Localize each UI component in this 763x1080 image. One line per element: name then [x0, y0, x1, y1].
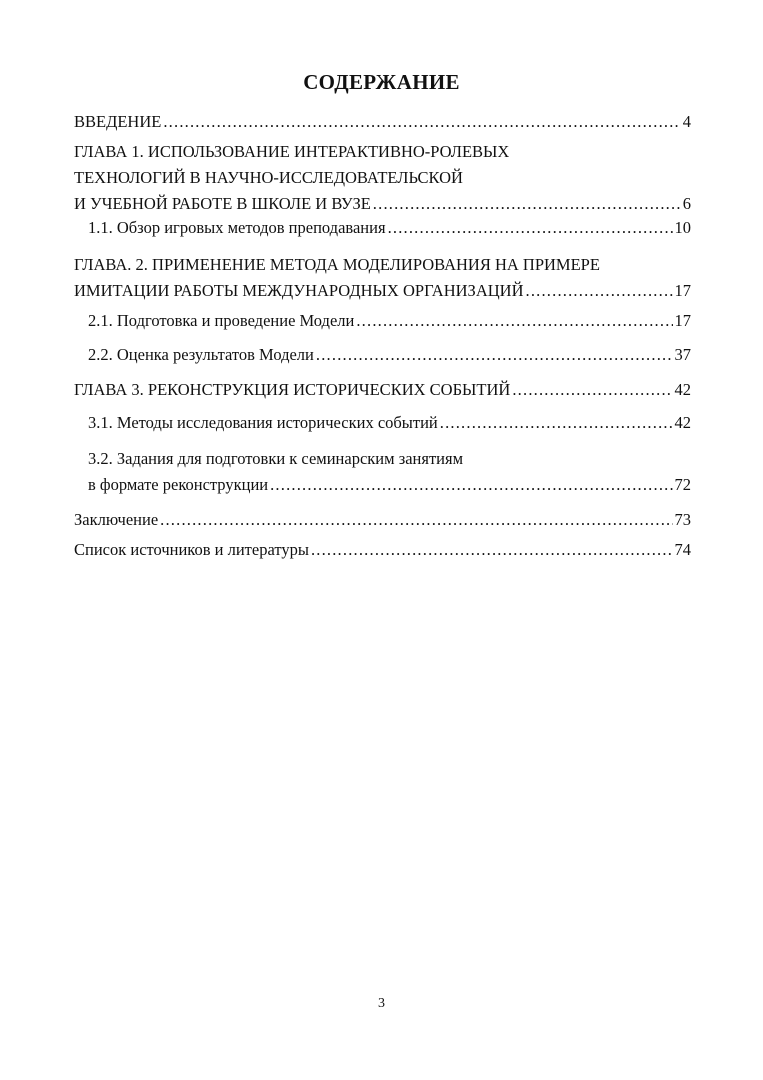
toc-page-number: 42: [674, 380, 691, 399]
dot-leader: [388, 215, 673, 241]
toc-entry-text-line: ТЕХНОЛОГИЙ В НАУЧНО-ИССЛЕДОВАТЕЛЬСКОЙ: [74, 168, 463, 187]
toc-entry-text: ГЛАВА 3. РЕКОНСТРУКЦИЯ ИСТОРИЧЕСКИХ СОБЫТИЙ: [74, 380, 511, 399]
toc-entry-text: ИМИТАЦИИ РАБОТЫ МЕЖДУНАРОДНЫХ ОРГАНИЗАЦИЙ: [74, 281, 524, 300]
toc-entry-text-line: ГЛАВА 1. ИСПОЛЬЗОВАНИЕ ИНТЕРАКТИВНО-РОЛЕВЫХ: [74, 142, 510, 161]
toc-page-number: 10: [674, 218, 691, 237]
toc-entry-text: И УЧЕБНОЙ РАБОТЕ В ШКОЛЕ И ВУЗЕ: [74, 194, 371, 213]
toc-page-number: 74: [674, 540, 691, 559]
toc-entry-sources[interactable]: [74, 537, 691, 563]
dot-leader: [316, 342, 673, 368]
toc-entry-text: 2.1. Подготовка и проведение Модели: [88, 311, 355, 330]
toc-page-number: 6: [682, 194, 691, 213]
toc-entry-intro[interactable]: [74, 109, 691, 135]
dot-leader: [526, 278, 673, 304]
toc-page-number: 4: [682, 112, 691, 131]
toc-page-number: 17: [674, 311, 691, 330]
dot-leader: [311, 537, 673, 563]
toc-entry-section-1-1[interactable]: [88, 215, 691, 241]
toc-entry-conclusion[interactable]: [74, 507, 691, 533]
page-number: 3: [378, 996, 385, 1011]
toc-entry-text: ВВЕДЕНИЕ: [74, 112, 162, 131]
toc-entry-section-2-2[interactable]: [88, 342, 691, 368]
toc-page-number: 72: [674, 475, 691, 494]
toc-page-number: 73: [674, 510, 691, 529]
dot-leader: [512, 377, 672, 403]
toc-page-number: 42: [674, 413, 691, 432]
toc-entry-text: 2.2. Оценка результатов Модели: [88, 345, 314, 364]
toc-entry-section-3-1[interactable]: [88, 410, 691, 436]
toc-entry-section-3-2[interactable]: [88, 446, 691, 498]
toc-entry-text: Заключение: [74, 510, 159, 529]
toc-title: СОДЕРЖАНИЕ: [303, 70, 460, 94]
dot-leader: [440, 410, 673, 436]
toc-entry-text: Список источников и литературы: [74, 540, 309, 559]
toc-page-number: 17: [674, 281, 691, 300]
toc-entry-text: 1.1. Обзор игровых методов преподавания: [88, 218, 386, 237]
dot-leader: [356, 308, 672, 334]
dot-leader: [160, 507, 672, 533]
toc-entry-text-line: 3.2. Задания для подготовки к семинарским занятиям: [88, 449, 464, 468]
toc-entry-section-2-1[interactable]: [88, 308, 691, 334]
toc-entry-chapter-2[interactable]: [74, 252, 691, 304]
toc-entry-text: в формате реконструкции: [88, 475, 269, 494]
toc-entry-chapter-3[interactable]: [74, 377, 691, 403]
toc-entry-text: 3.1. Методы исследования исторических событий: [88, 413, 438, 432]
dot-leader: [270, 472, 672, 498]
dot-leader: [163, 109, 680, 135]
toc-entry-chapter-1[interactable]: [74, 139, 691, 217]
toc-entry-text-line: ГЛАВА. 2. ПРИМЕНЕНИЕ МЕТОДА МОДЕЛИРОВАНИЯ НА ПРИМЕРЕ: [74, 255, 600, 274]
toc-page-number: 37: [674, 345, 691, 364]
dot-leader: [373, 191, 681, 217]
